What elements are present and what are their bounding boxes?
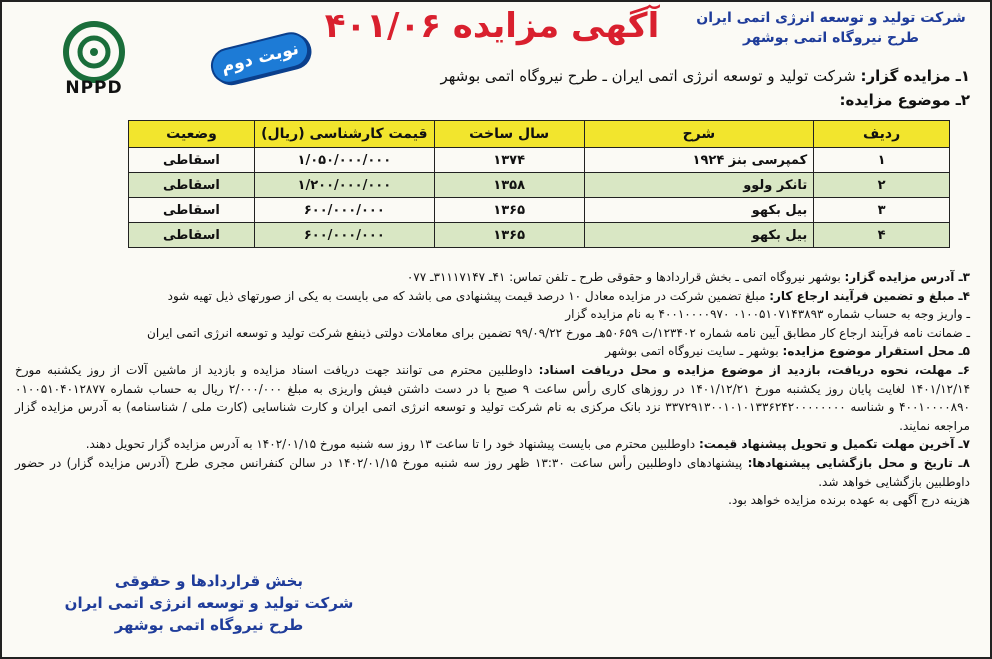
item-status: اسقاطی bbox=[129, 173, 255, 198]
section-8-text: پیشنهادهای داوطلبین رأس ساعت ۱۳:۳۰ ظهر روز سه شنبه مورخ ۱۴۰۲/۰۱/۱۵ در سالن کنفرانس مجری طرح (آدرس مزایده گزار) در حضور داوطلبین بازگشایی خواهد شد. bbox=[15, 455, 970, 489]
item-description: بیل بکهو bbox=[584, 223, 814, 248]
build-year: ۱۳۷۴ bbox=[434, 148, 584, 173]
signature-block bbox=[64, 570, 354, 636]
section-3-text: بوشهر نیروگاه اتمی ـ بخش قراردادها و حقوقی طرح ـ تلفن تماس: ۴۱ـ ۳۱۱۱۷۱۴۷ـ ۰۷۷ bbox=[406, 270, 845, 284]
table-header-cell: قیمت کارشناسی (ریال) bbox=[254, 121, 434, 148]
item-status: اسقاطی bbox=[129, 148, 255, 173]
table-row bbox=[129, 198, 950, 223]
expert-price: ۶۰۰/۰۰۰/۰۰۰ bbox=[254, 198, 434, 223]
section-6-text: داوطلبین محترم می توانند جهت دریافت اسناد مزایده و بازدید از ماشین آلات از روز یکشنبه مورخ ۱۴۰۱/۱۲/۱۴ لغایت پایان روز یکشنبه مورخ ۱۴۰۱/۱۲/۲۱ در روزهای کاری رأس ساعت ۹ صبح با در دست داشتن فیش واریزی به مبلغ ۲/۰۰۰/۰۰۰ ریال به حساب شماره ۰۱۰۰۵۱۰۴۰۱۲۸۷۷ ۴۰۰۱۰۰۰۰۸۹۰ و شناسه ۳۳۷۲۹۱۳۰۰۱۰۱۰۱۳۳۶۲۴۲۰۰۰۰۰۰۰۰ نزد بانک مرکزی به نام شرکت تولید و توسعه انرژی اتمی ایران و کارت شناسایی (کارت ملی / شناسنامه) به آدرس مزایده گزار مراجعه نمایند. bbox=[15, 362, 971, 433]
section-1-label: ۱ـ مزایده گزار: bbox=[860, 67, 970, 85]
row-number: ۲ bbox=[814, 173, 950, 198]
section-4-deposit: ـ واریز وجه به حساب شماره ۰۱۰۰۵۱۰۷۱۴۳۸۹۳ ۴۰۰۱۰۰۰۰۹۷۰ به نام مزایده گزار bbox=[565, 307, 970, 322]
logo-label: NPPD bbox=[65, 78, 123, 98]
expert-price: ۱/۲۰۰/۰۰۰/۰۰۰ bbox=[254, 173, 434, 198]
expert-price: ۱/۰۵۰/۰۰۰/۰۰۰ bbox=[254, 148, 434, 173]
section-6-label: ۶ـ مهلت، نحوه دریافت، بازدید از موضوع مزایده و محل دریافت اسناد: bbox=[538, 362, 970, 377]
expert-price: ۶۰۰/۰۰۰/۰۰۰ bbox=[254, 223, 434, 248]
section-5-location bbox=[15, 342, 970, 361]
section-5-label: ۵ـ محل استقرار موضوع مزایده: bbox=[782, 344, 970, 359]
table-header-cell: ردیف bbox=[814, 121, 950, 148]
advertisement-body bbox=[15, 268, 970, 510]
item-description: کمپرسی بنز ۱۹۲۴ bbox=[584, 148, 814, 173]
item-status: اسقاطی bbox=[129, 198, 255, 223]
section-7-text: داوطلبین محترم می بایست پیشنهاد خود را تا ساعت ۱۳ روز سه شنبه مورخ ۱۴۰۲/۰۱/۱۵ به آدرس مزایده گزار تحویل دهند. bbox=[85, 437, 699, 452]
table-header-cell: وضعیت bbox=[129, 121, 255, 148]
section-8-opening bbox=[15, 454, 970, 491]
section-6-documents bbox=[15, 361, 970, 435]
table-header-cell: شرح bbox=[584, 121, 814, 148]
section-4-guarantee bbox=[15, 287, 970, 306]
item-status: اسقاطی bbox=[129, 223, 255, 248]
table-row bbox=[129, 173, 950, 198]
table-row bbox=[129, 148, 950, 173]
section-1-organizer bbox=[440, 68, 970, 85]
row-number: ۳ bbox=[814, 198, 950, 223]
section-2-label: ۲ـ موضوع مزایده: bbox=[839, 91, 970, 109]
cost-note: هزینه درج آگهی به عهده برنده مزایده خواهد بود. bbox=[728, 493, 970, 508]
section-8-label: ۸ـ تاریخ و محل بازگشایی پیشنهادها: bbox=[747, 455, 970, 470]
item-description: بیل بکهو bbox=[584, 198, 814, 223]
section-4-bank-guarantee: ـ ضمانت نامه فرآیند ارجاع کار مطابق آیین نامه شماره ۱۲۳۴۰۲/ت ۵۰۶۵۹هـ مورخ ۹۹/۰۹/۲۲ تضمین برای معاملات دولتی ذینفع شرکت تولید و توسعه انرژی اتمی ایران bbox=[147, 325, 970, 340]
round-badge: نوبت دوم bbox=[207, 28, 313, 87]
signature-department: بخش قراردادها و حقوقی bbox=[114, 572, 304, 590]
section-4-label: ۴ـ مبلغ و تضمین فرآیند ارجاع کار: bbox=[769, 288, 970, 303]
page-title: آگهی مزایده ۴۰۱/۰۶ bbox=[324, 6, 660, 46]
build-year: ۱۳۶۵ bbox=[434, 223, 584, 248]
row-number: ۴ bbox=[814, 223, 950, 248]
section-3-label: ۳ـ آدرس مزایده گزار: bbox=[844, 270, 970, 284]
section-1-text: شرکت تولید و توسعه انرژی اتمی ایران ـ طرح نیروگاه اتمی بوشهر bbox=[440, 67, 861, 85]
item-description: تانکر ولوو bbox=[584, 173, 814, 198]
section-2-subject bbox=[840, 92, 970, 109]
build-year: ۱۳۵۸ bbox=[434, 173, 584, 198]
auction-items-table bbox=[128, 120, 950, 248]
section-3-address bbox=[15, 268, 970, 287]
table-row bbox=[129, 223, 950, 248]
organization-header bbox=[686, 8, 976, 48]
row-number: ۱ bbox=[814, 148, 950, 173]
build-year: ۱۳۶۵ bbox=[434, 198, 584, 223]
signature-company: شرکت تولید و توسعه انرژی اتمی ایران bbox=[64, 594, 354, 612]
section-7-deadline bbox=[15, 435, 970, 454]
signature-project: طرح نیروگاه اتمی بوشهر bbox=[114, 616, 304, 634]
org-project: طرح نیروگاه اتمی بوشهر bbox=[742, 30, 919, 46]
section-5-text: بوشهر ـ سایت نیروگاه اتمی بوشهر bbox=[605, 344, 783, 359]
org-name: شرکت تولید و توسعه انرژی اتمی ایران bbox=[696, 10, 966, 26]
section-4-text: مبلغ تضمین شرکت در مزایده معادل ۱۰ درصد قیمت پیشنهادی می باشد که می بایست به یکی از صورتهای ذیل تهیه شود bbox=[167, 288, 770, 303]
table-header-cell: سال ساخت bbox=[434, 121, 584, 148]
table-header-row bbox=[129, 121, 950, 148]
section-7-label: ۷ـ آخرین مهلت تکمیل و تحویل پیشنهاد قیمت: bbox=[698, 437, 970, 452]
